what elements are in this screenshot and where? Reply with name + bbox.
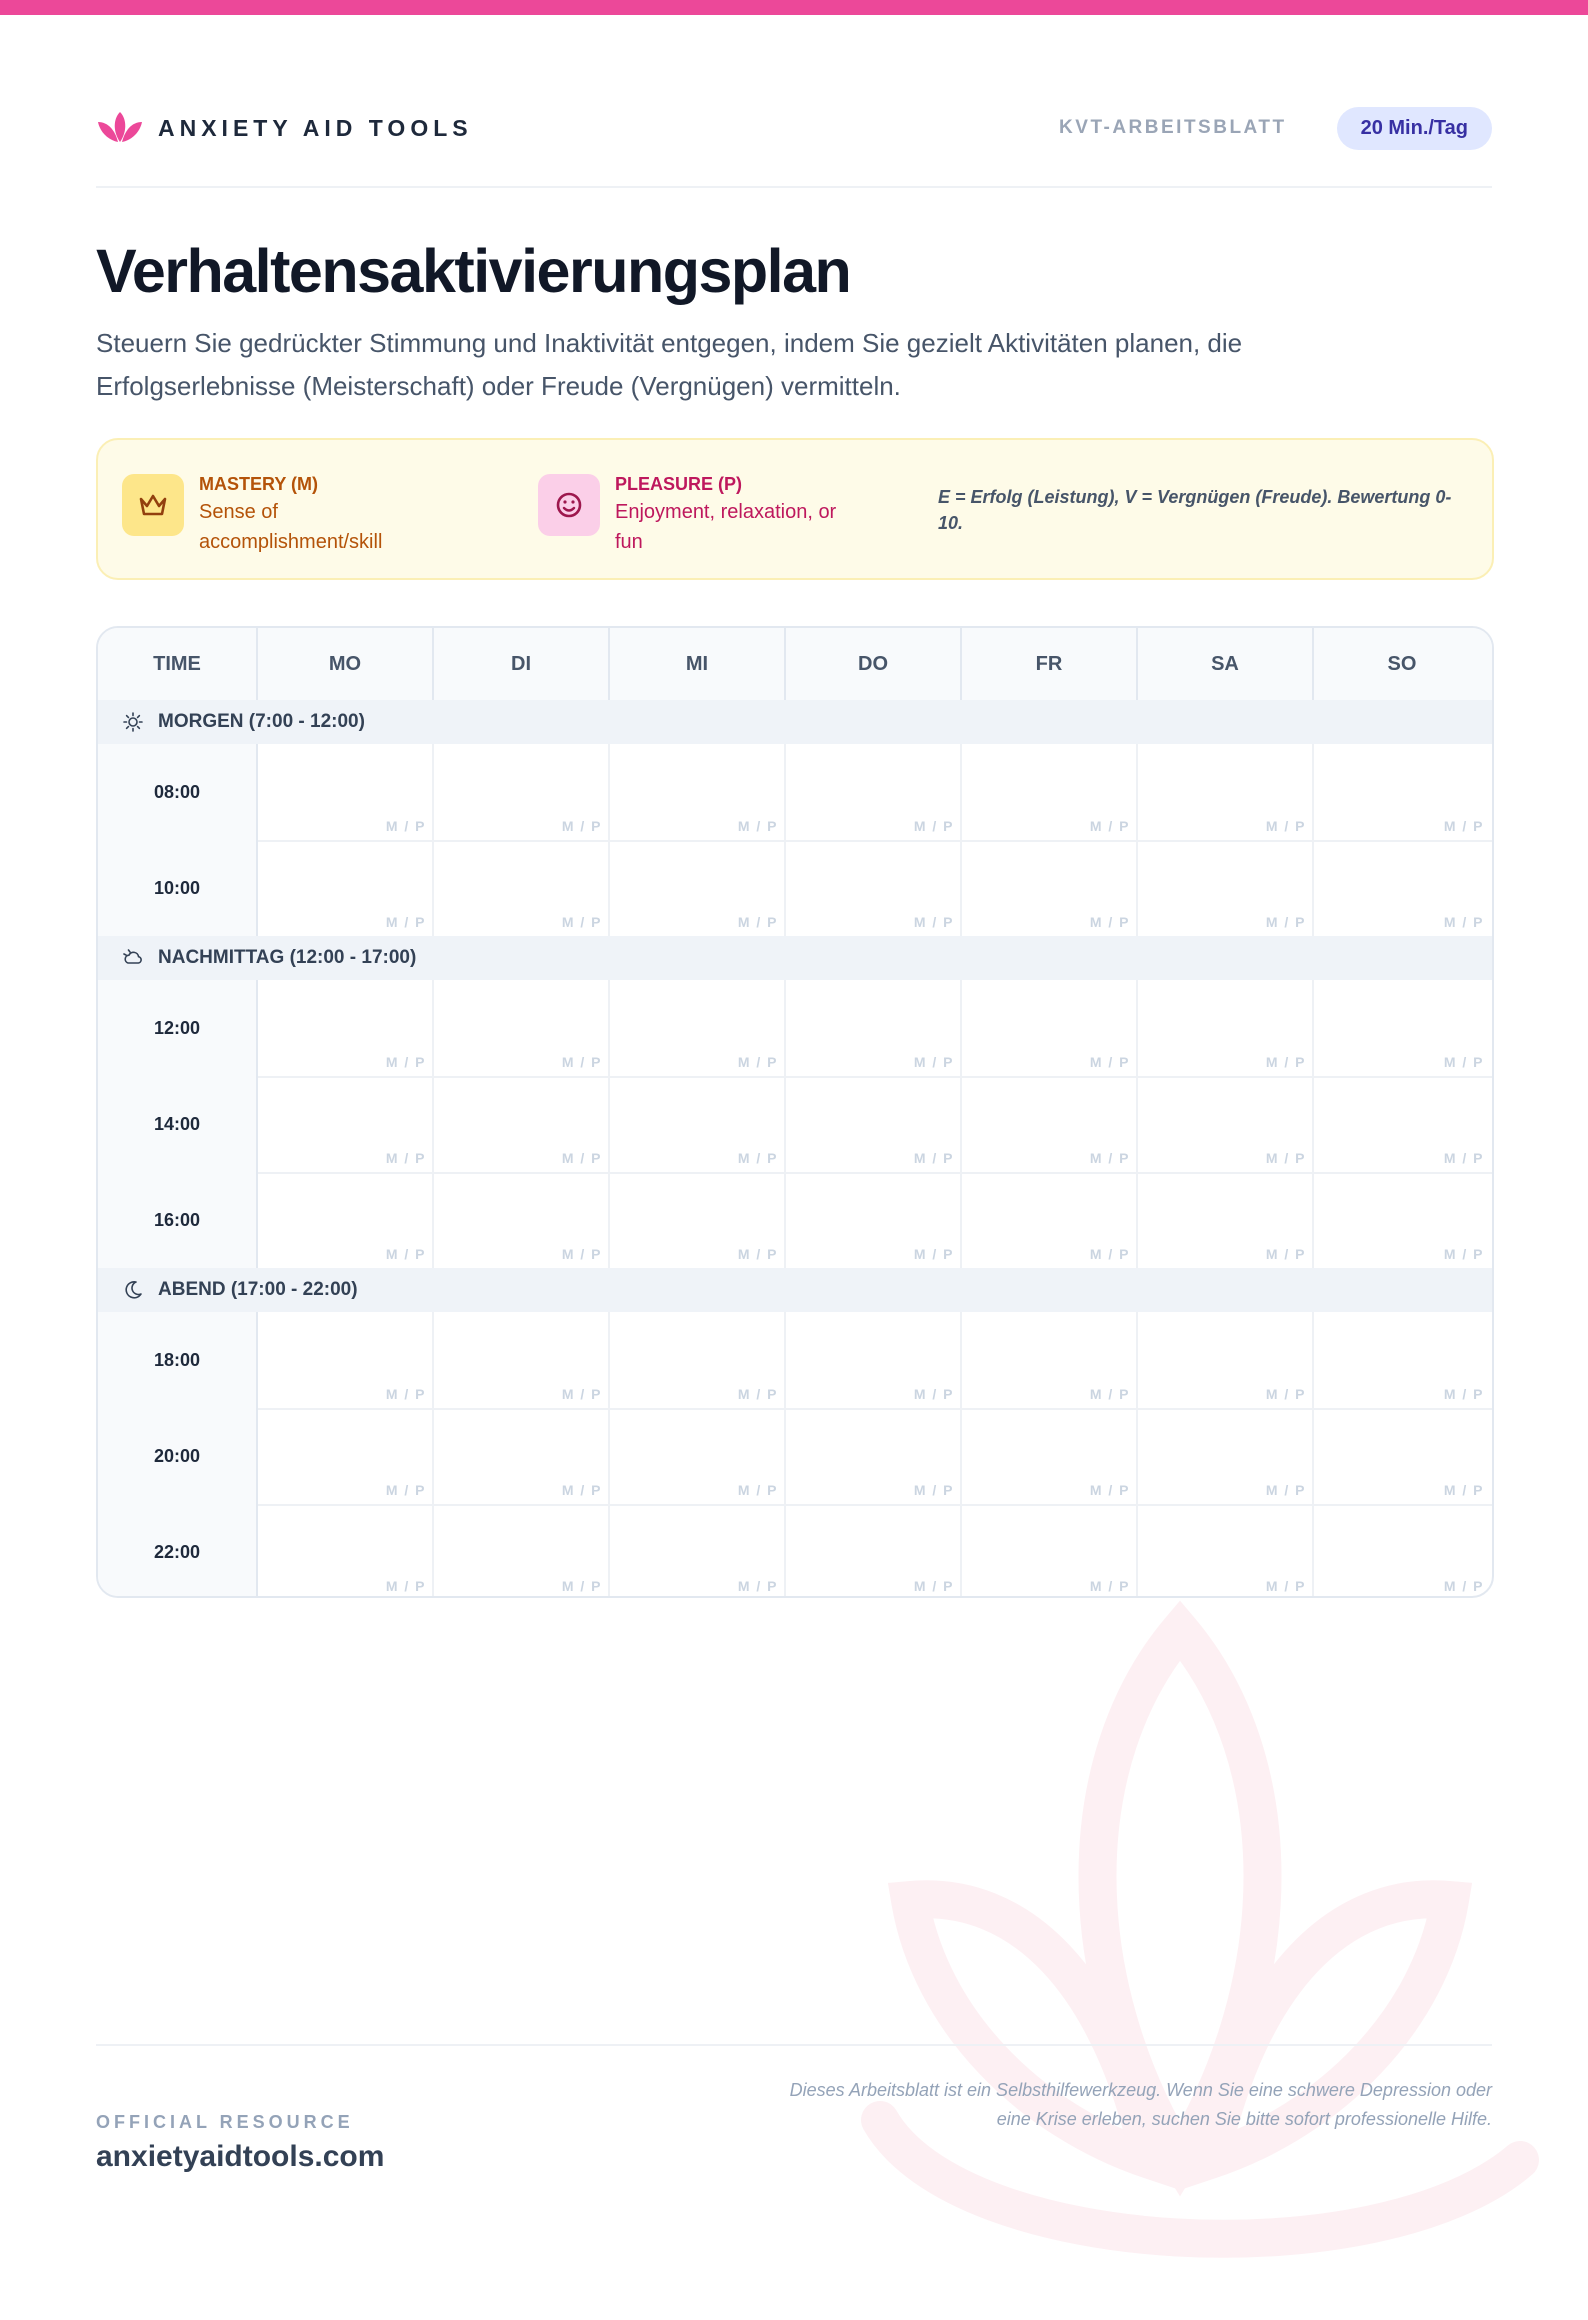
activity-cell-do[interactable] [786,840,962,936]
mastery-pleasure-hint: M / P [913,1386,954,1402]
time-row [98,1408,1492,1506]
mastery-pleasure-hint: M / P [1265,914,1306,930]
sun-icon [122,711,144,733]
mastery-pleasure-hint: M / P [561,1246,602,1262]
mastery-pleasure-hint: M / P [1443,1386,1484,1402]
activity-cell-mo[interactable] [258,1076,434,1172]
mastery-pleasure-hint: M / P [1443,1246,1484,1262]
disclaimer: Dieses Arbeitsblatt ist ein Selbsthilfewerkzeug. Wenn Sie eine schwere Depression oder eine Krise erleben, suchen Sie bitte sofort professionelle Hilfe. [789,2080,1492,2129]
column-header-fr: FR [962,628,1138,700]
mastery-pleasure-hint: M / P [1443,1054,1484,1070]
activity-cell-sa[interactable] [1138,1312,1314,1408]
mastery-pleasure-hint: M / P [1089,1386,1130,1402]
activity-cell-mi[interactable] [610,840,786,936]
mastery-pleasure-hint: M / P [1265,818,1306,834]
pleasure-description: Enjoyment, relaxation, or fun [615,501,837,553]
time-row [98,840,1492,938]
page-header [96,106,1492,188]
mastery-pleasure-hint: M / P [737,1578,778,1594]
activity-cell-mi[interactable] [610,744,786,840]
mastery-pleasure-hint: M / P [1265,1482,1306,1498]
section-label: ABEND (17:00 - 22:00) [158,1279,358,1300]
activity-cell-fr[interactable] [962,980,1138,1076]
time-label: 08:00 [98,744,258,840]
activity-cell-mo[interactable] [258,1312,434,1408]
crown-icon [122,474,184,536]
activity-cell-so[interactable] [1314,1504,1490,1598]
section-label: MORGEN (7:00 - 12:00) [158,711,365,732]
section-header [98,1268,1492,1312]
activity-cell-do[interactable] [786,744,962,840]
mastery-pleasure-hint: M / P [385,1482,426,1498]
mastery-pleasure-hint: M / P [561,1482,602,1498]
time-row [98,1076,1492,1174]
legend-mastery [122,470,482,557]
mastery-pleasure-hint: M / P [1443,1150,1484,1166]
mastery-pleasure-hint: M / P [1265,1150,1306,1166]
mastery-pleasure-hint: M / P [737,1246,778,1262]
activity-cell-di[interactable] [434,744,610,840]
activity-cell-mo[interactable] [258,1504,434,1598]
mastery-pleasure-hint: M / P [913,1150,954,1166]
mastery-pleasure-hint: M / P [737,818,778,834]
time-row [98,980,1492,1078]
lotus-icon [96,110,144,146]
website-link[interactable]: anxietyaidtools.com [96,2140,385,2173]
activity-cell-so[interactable] [1314,1312,1490,1408]
mastery-description: Sense of accomplishment/skill [199,501,383,553]
moon-icon [122,1279,144,1301]
activity-cell-mi[interactable] [610,1076,786,1172]
worksheet-type: KVT-ARBEITSBLATT [1059,117,1287,138]
activity-cell-so[interactable] [1314,1408,1490,1504]
mastery-pleasure-hint: M / P [737,914,778,930]
lotus-watermark-icon [820,1560,1588,2320]
column-header-sa: SA [1138,628,1314,700]
mastery-pleasure-hint: M / P [737,1054,778,1070]
activity-cell-do[interactable] [786,980,962,1076]
activity-cell-fr[interactable] [962,1172,1138,1268]
activity-cell-fr[interactable] [962,1408,1138,1504]
mastery-pleasure-hint: M / P [1265,1246,1306,1262]
mastery-pleasure-hint: M / P [913,818,954,834]
time-label: 10:00 [98,840,258,936]
page-subtitle: Steuern Sie gedrückter Stimmung und Inaktivität entgegen, indem Sie gezielt Aktivitäten planen, die Erfolgserlebnisse (Meisterschaft) oder Freude (Vergnügen) vermitteln. [96,328,1243,401]
activity-cell-mo[interactable] [258,744,434,840]
time-label: 20:00 [98,1408,258,1504]
mastery-pleasure-hint: M / P [561,1386,602,1402]
legend-box [96,438,1494,580]
activity-cell-do[interactable] [786,1504,962,1598]
page-footer [96,2044,1492,2176]
activity-cell-so[interactable] [1314,1076,1490,1172]
activity-cell-do[interactable] [786,1172,962,1268]
column-header-time: TIME [98,628,258,700]
activity-cell-so[interactable] [1314,840,1490,936]
activity-cell-di[interactable] [434,1504,610,1598]
smile-icon [538,474,600,536]
mastery-pleasure-hint: M / P [1443,1578,1484,1594]
mastery-pleasure-hint: M / P [385,1578,426,1594]
activity-cell-fr[interactable] [962,840,1138,936]
time-label: 12:00 [98,980,258,1076]
section-header [98,700,1492,744]
mastery-pleasure-hint: M / P [737,1386,778,1402]
legend-note: E = Erfolg (Leistung), V = Vergnügen (Freude). Bewertung 0-10. [938,487,1452,533]
mastery-pleasure-hint: M / P [737,1150,778,1166]
activity-cell-sa[interactable] [1138,744,1314,840]
mastery-pleasure-hint: M / P [1089,914,1130,930]
mastery-pleasure-hint: M / P [913,1578,954,1594]
top-accent-bar [0,0,1588,15]
mastery-pleasure-hint: M / P [561,1150,602,1166]
mastery-pleasure-hint: M / P [913,914,954,930]
mastery-pleasure-hint: M / P [385,1054,426,1070]
mastery-pleasure-hint: M / P [561,1054,602,1070]
activity-cell-do[interactable] [786,1076,962,1172]
activity-cell-di[interactable] [434,1172,610,1268]
activity-cell-so[interactable] [1314,1172,1490,1268]
time-row [98,1172,1492,1270]
mastery-pleasure-hint: M / P [1089,1578,1130,1594]
mastery-label: MASTERY (M) [199,474,318,494]
activity-cell-di[interactable] [434,1076,610,1172]
activity-cell-sa[interactable] [1138,1408,1314,1504]
mastery-pleasure-hint: M / P [385,1246,426,1262]
column-header-do: DO [786,628,962,700]
brand [96,106,473,150]
activity-cell-di[interactable] [434,980,610,1076]
activity-cell-sa[interactable] [1138,1504,1314,1598]
column-header-mo: MO [258,628,434,700]
activity-cell-di[interactable] [434,840,610,936]
activity-cell-mi[interactable] [610,1312,786,1408]
activity-cell-do[interactable] [786,1408,962,1504]
mastery-pleasure-hint: M / P [1265,1054,1306,1070]
pleasure-label: PLEASURE (P) [615,474,743,494]
column-header-mi: MI [610,628,786,700]
time-label: 22:00 [98,1504,258,1598]
activity-cell-sa[interactable] [1138,1172,1314,1268]
mastery-pleasure-hint: M / P [385,1386,426,1402]
mastery-pleasure-hint: M / P [913,1246,954,1262]
mastery-pleasure-hint: M / P [1265,1386,1306,1402]
mastery-pleasure-hint: M / P [385,1150,426,1166]
activity-cell-di[interactable] [434,1408,610,1504]
brand-name: ANXIETY AID TOOLS [158,114,473,141]
column-header-so: SO [1387,652,1417,675]
activity-cell-fr[interactable] [962,1504,1138,1598]
page-title: Verhaltensaktivierungsplan [96,237,851,305]
mastery-pleasure-hint: M / P [385,914,426,930]
activity-cell-so[interactable] [1314,980,1490,1076]
time-row [98,1504,1492,1598]
mastery-pleasure-hint: M / P [561,1578,602,1594]
activity-cell-di[interactable] [434,1312,610,1408]
mastery-pleasure-hint: M / P [1089,818,1130,834]
mastery-pleasure-hint: M / P [1089,1246,1130,1262]
activity-cell-mi[interactable] [610,1172,786,1268]
mastery-pleasure-hint: M / P [1089,1150,1130,1166]
activity-cell-mo[interactable] [258,1408,434,1504]
activity-cell-fr[interactable] [962,1076,1138,1172]
mastery-pleasure-hint: M / P [1443,1482,1484,1498]
mastery-pleasure-hint: M / P [1265,1578,1306,1594]
schedule-header-row [98,628,1492,702]
time-row [98,1312,1492,1410]
activity-cell-mo[interactable] [258,1172,434,1268]
activity-schedule-grid [96,626,1494,1598]
activity-cell-fr[interactable] [962,1312,1138,1408]
section-header [98,936,1492,980]
time-label: 16:00 [98,1172,258,1268]
mastery-pleasure-hint: M / P [1089,1482,1130,1498]
header-meta [1059,106,1492,150]
mastery-pleasure-hint: M / P [1443,818,1484,834]
mastery-pleasure-hint: M / P [913,1482,954,1498]
official-label: OFFICIAL RESOURCE [96,2112,354,2132]
cloud-sun-icon [122,947,144,969]
activity-cell-fr[interactable] [962,744,1138,840]
activity-cell-mo[interactable] [258,840,434,936]
section-label: NACHMITTAG (12:00 - 17:00) [158,947,417,968]
activity-cell-mo[interactable] [258,980,434,1076]
mastery-pleasure-hint: M / P [1443,914,1484,930]
activity-cell-mi[interactable] [610,980,786,1076]
mastery-pleasure-hint: M / P [561,914,602,930]
activity-cell-mi[interactable] [610,1504,786,1598]
mastery-pleasure-hint: M / P [1089,1054,1130,1070]
time-badge: 20 Min./Tag [1337,107,1492,150]
mastery-pleasure-hint: M / P [385,818,426,834]
activity-cell-so[interactable] [1314,744,1490,840]
column-header-di: DI [434,628,610,700]
time-label: 18:00 [98,1312,258,1408]
activity-cell-mi[interactable] [610,1408,786,1504]
mastery-pleasure-hint: M / P [913,1054,954,1070]
activity-cell-sa[interactable] [1138,980,1314,1076]
mastery-pleasure-hint: M / P [737,1482,778,1498]
time-label: 14:00 [98,1076,258,1172]
mastery-pleasure-hint: M / P [561,818,602,834]
time-row [98,744,1492,842]
activity-cell-sa[interactable] [1138,840,1314,936]
legend-pleasure [538,470,898,557]
activity-cell-do[interactable] [786,1312,962,1408]
activity-cell-sa[interactable] [1138,1076,1314,1172]
